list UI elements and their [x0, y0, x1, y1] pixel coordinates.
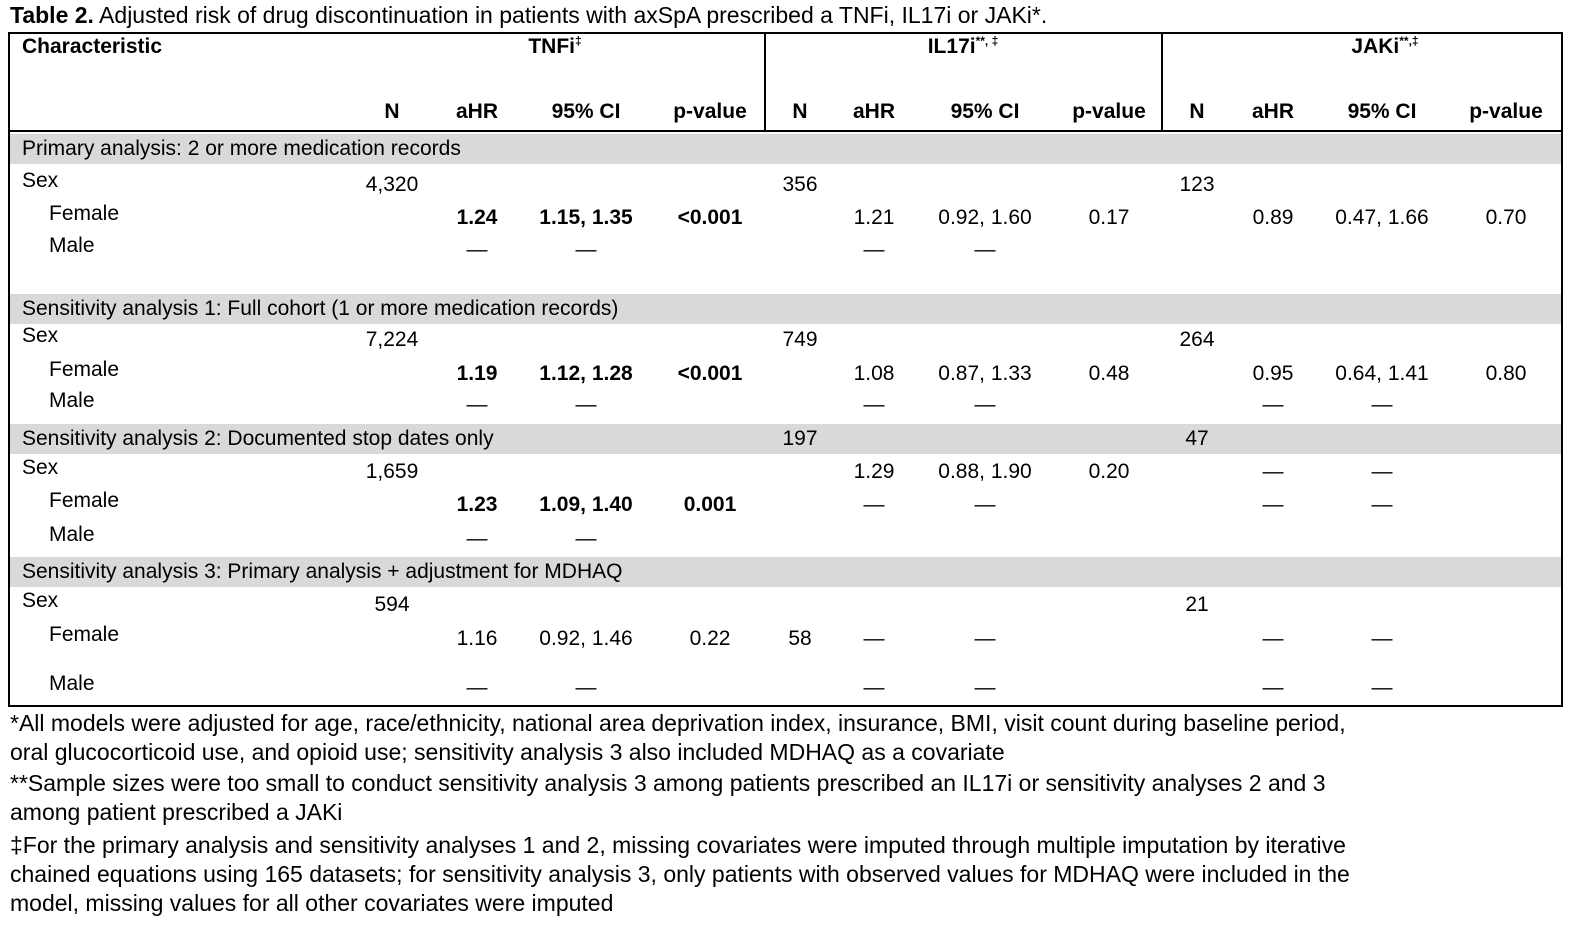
- table-cell: <0.001: [677, 362, 743, 385]
- table-cell: —: [863, 493, 885, 516]
- subcolumn-header: 95% CI: [950, 100, 1020, 123]
- table-cell: 1,659: [365, 460, 419, 483]
- table-cell: 0.87, 1.33: [938, 362, 1032, 385]
- table-cell: 4,320: [365, 173, 419, 196]
- table-cell: 1.23: [456, 493, 498, 516]
- table-cell: —: [1262, 460, 1284, 483]
- table-cell: 47: [1185, 427, 1209, 450]
- row-label: Sex: [22, 589, 59, 612]
- subcolumn-header: p-value: [1469, 100, 1543, 123]
- table-cell: 21: [1185, 593, 1209, 616]
- table-cell: —: [1371, 627, 1393, 650]
- row-label: Female: [49, 358, 120, 381]
- table-cell: 264: [1179, 328, 1215, 351]
- subcolumn-header: p-value: [673, 100, 747, 123]
- subcolumn-header: N: [1189, 100, 1205, 123]
- column-divider: [1161, 32, 1163, 131]
- table-cell: 1.21: [853, 206, 895, 229]
- section-title: Sensitivity analysis 3: Primary analysis + adjustment for MDHAQ: [22, 560, 623, 583]
- table-cell: 0.89: [1252, 206, 1294, 229]
- footnote-line: model, missing values for all other covariates were imputed: [10, 890, 614, 916]
- table-cell: —: [1262, 493, 1284, 516]
- table-cell: —: [575, 527, 597, 550]
- table-title: [10, 2, 1047, 29]
- table-cell: —: [974, 493, 996, 516]
- footnote-line: chained equations using 165 datasets; for sensitivity analysis 3, only patients with observed values for MDHAQ were included in the: [10, 861, 1350, 887]
- table-cell: —: [466, 393, 488, 416]
- table-cell: —: [974, 238, 996, 261]
- subcolumn-header: aHR: [455, 100, 499, 123]
- subcolumn-header: N: [792, 100, 808, 123]
- row-label: Male: [49, 523, 95, 546]
- subcolumn-header: p-value: [1072, 100, 1146, 123]
- table-cell: —: [1371, 493, 1393, 516]
- table-cell: —: [1262, 627, 1284, 650]
- subcolumn-header: 95% CI: [1347, 100, 1417, 123]
- table-cell: —: [974, 676, 996, 699]
- group-name: TNFi: [528, 35, 575, 58]
- table-cell: 1.09, 1.40: [539, 493, 633, 516]
- footnote-line: *All models were adjusted for age, race/ethnicity, national area deprivation index, insurance, BMI, visit count during baseline period,: [10, 710, 1346, 736]
- section-title: Primary analysis: 2 or more medication records: [22, 137, 461, 160]
- table-cell: —: [466, 676, 488, 699]
- group-header-il17i: [928, 35, 999, 59]
- row-label: Sex: [22, 324, 59, 347]
- footnote-line: oral glucocorticoid use, and opioid use; sensitivity analysis 3 also included MDHAQ as a covariate: [10, 739, 1005, 765]
- table-cell: 0.64, 1.41: [1335, 362, 1429, 385]
- table-cell: <0.001: [677, 206, 743, 229]
- table-cell: 0.92, 1.60: [938, 206, 1032, 229]
- footnote-line: **Sample sizes were too small to conduct sensitivity analysis 3 among patients prescribed an IL17i or sensitivity analyses 2 and 3: [10, 770, 1326, 796]
- header-divider: [8, 130, 1561, 132]
- table-cell: 1.16: [456, 627, 498, 650]
- footnote-line: ‡For the primary analysis and sensitivity analyses 1 and 2, missing covariates were imputed through multiple imputation by iterative: [10, 832, 1346, 858]
- table-cell: 749: [782, 328, 818, 351]
- table-cell: 0.20: [1088, 460, 1130, 483]
- table-cell: 0.17: [1088, 206, 1130, 229]
- table-label: Table 2.: [10, 2, 94, 28]
- group-name: JAKi: [1351, 35, 1400, 58]
- row-label: Female: [49, 623, 120, 646]
- table-cell: 594: [374, 593, 410, 616]
- table-cell: —: [974, 393, 996, 416]
- subcolumn-header: aHR: [852, 100, 896, 123]
- table-cell: 356: [782, 173, 818, 196]
- table-cell: 1.24: [456, 206, 498, 229]
- table-cell: 1.19: [456, 362, 498, 385]
- table-cell: —: [575, 238, 597, 261]
- table-cell: —: [1371, 460, 1393, 483]
- table-cell: 0.95: [1252, 362, 1294, 385]
- group-header-jaki: [1351, 35, 1418, 59]
- group-header-tnfi: [528, 35, 581, 59]
- table-cell: 0.88, 1.90: [938, 460, 1032, 483]
- table-cell: 0.47, 1.66: [1335, 206, 1429, 229]
- subcolumn-header: aHR: [1251, 100, 1295, 123]
- table-cell: 0.80: [1485, 362, 1527, 385]
- table-cell: —: [863, 238, 885, 261]
- column-divider: [764, 32, 766, 131]
- group-name: IL17i: [927, 35, 976, 58]
- table-cell: 58: [788, 627, 812, 650]
- row-label: Male: [49, 389, 95, 412]
- table-cell: —: [1371, 393, 1393, 416]
- group-footnote-mark: ‡: [574, 34, 582, 48]
- table-cell: 7,224: [365, 328, 419, 351]
- header-characteristic: Characteristic: [22, 35, 163, 58]
- table-cell: 123: [1179, 173, 1215, 196]
- table-cell: —: [974, 627, 996, 650]
- table-cell: 0.92, 1.46: [539, 627, 633, 650]
- table-cell: 1.08: [853, 362, 895, 385]
- table-cell: 1.12, 1.28: [539, 362, 633, 385]
- section-title: Sensitivity analysis 2: Documented stop dates only: [22, 427, 494, 450]
- row-label: Female: [49, 489, 120, 512]
- table-cell: —: [466, 238, 488, 261]
- subcolumn-header: 95% CI: [551, 100, 621, 123]
- row-label: Male: [49, 672, 95, 695]
- table-cell: —: [1262, 393, 1284, 416]
- table-cell: 0.22: [689, 627, 731, 650]
- table-cell: —: [863, 627, 885, 650]
- row-label: Female: [49, 202, 120, 225]
- table-cell: 0.48: [1088, 362, 1130, 385]
- table-cell: —: [863, 393, 885, 416]
- subcolumn-header: N: [384, 100, 400, 123]
- group-footnote-mark: **,‡: [1399, 34, 1419, 48]
- table-cell: 1.29: [853, 460, 895, 483]
- table-cell: —: [466, 527, 488, 550]
- row-label: Sex: [22, 169, 59, 192]
- table-cell: —: [575, 393, 597, 416]
- table-cell: —: [863, 676, 885, 699]
- table-cell: —: [1262, 676, 1284, 699]
- section-title: Sensitivity analysis 1: Full cohort (1 or more medication records): [22, 297, 619, 320]
- table-cell: 0.001: [683, 493, 737, 516]
- footnote-line: among patient prescribed a JAKi: [10, 799, 343, 825]
- table-caption: Adjusted risk of drug discontinuation in patients with axSpA prescribed a TNFi, IL17i or JAKi*.: [93, 2, 1048, 28]
- table-cell: 0.70: [1485, 206, 1527, 229]
- row-label: Sex: [22, 456, 59, 479]
- table-cell: —: [575, 676, 597, 699]
- table-cell: —: [1371, 676, 1393, 699]
- table-cell: 1.15, 1.35: [539, 206, 633, 229]
- row-label: Male: [49, 234, 95, 257]
- table-cell: 197: [782, 427, 818, 450]
- group-footnote-mark: **, ‡: [975, 34, 999, 48]
